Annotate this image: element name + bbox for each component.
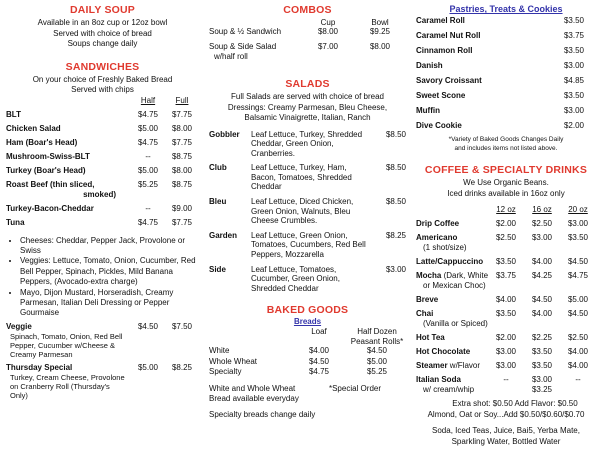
pastries-table <box>416 16 596 136</box>
combo-price-bowl: $9.25 <box>369 27 391 36</box>
col-header-16oz: 16 oz <box>532 205 552 214</box>
pastry-price: $3.00 <box>563 61 584 70</box>
breads-footnote-table <box>209 384 406 404</box>
drink-price-16 <box>524 375 560 399</box>
spacer-cell <box>6 96 131 110</box>
bread-price-rolls: $4.50 <box>366 346 388 356</box>
table-row <box>209 27 406 42</box>
table-row <box>209 265 406 299</box>
sandwich-price-half: -- <box>145 151 151 161</box>
drink-name-sub: (Vanilla or Spiced) <box>423 319 488 328</box>
drink-name: Steamer <box>416 361 448 370</box>
sandwich-price-half: $5.00 <box>137 123 159 133</box>
bread-footnote-bottom: Specialty breads change daily <box>209 409 316 419</box>
drink-price-16: $2.50 <box>531 219 553 228</box>
col-header-cup: Cup <box>320 18 336 27</box>
drink-price-20: $3.00 <box>567 219 589 228</box>
sandwich-options-list <box>6 236 199 319</box>
table-row <box>6 124 199 138</box>
table-row <box>416 361 596 375</box>
section-baked-goods <box>209 304 406 420</box>
pastry-price: $4.85 <box>563 76 584 85</box>
section-pastries <box>416 4 596 153</box>
table-row <box>209 346 406 357</box>
sandwich-name: Turkey (Boar's Head) <box>6 165 86 175</box>
spacer-cell <box>416 205 488 219</box>
salad-price: $8.50 <box>385 129 406 139</box>
pastry-price: $3.00 <box>563 106 584 115</box>
spacer <box>416 153 596 164</box>
special-name: Thursday Special <box>6 363 73 373</box>
sandwich-name: Roast Beef (thin sliced, <box>6 179 95 189</box>
table-row <box>416 333 596 347</box>
drink-price-16-main: $3.00 <box>531 375 553 384</box>
table-row <box>416 233 596 257</box>
sandwich-price-half: $4.75 <box>137 217 159 227</box>
sandwich-price-half: $4.75 <box>137 137 159 147</box>
drink-price-16: $3.50 <box>531 347 553 356</box>
table-row <box>416 219 596 233</box>
drink-name: Italian Soda <box>416 375 461 384</box>
drink-name: Chai <box>416 309 434 318</box>
sandwiches-line-2: Served with chips <box>71 85 134 94</box>
daily-soup-heading: DAILY SOUP <box>69 4 136 16</box>
sandwich-price-half: $4.75 <box>137 109 159 119</box>
sandwich-name: BLT <box>6 109 21 119</box>
pastry-name: Sweet Scone <box>416 91 466 100</box>
drink-price-12: $3.75 <box>495 271 517 280</box>
list-item: • Cheeses: Cheddar, Pepper Jack, Provolone or Swiss <box>20 236 199 256</box>
drink-price-16: $4.50 <box>531 295 553 304</box>
drink-name-sub: w/ cream/whip <box>423 385 475 394</box>
bread-price-rolls: $5.00 <box>366 356 388 366</box>
sandwich-name: Tuna <box>6 217 25 227</box>
salad-desc: Leaf Lettuce, Turkey, Ham, Bacon, Tomatoes, Shredded Cheddar <box>251 163 352 192</box>
bread-price-rolls: $5.25 <box>366 367 388 377</box>
pastries-note-line2: and includes items not listed above. <box>454 144 558 152</box>
salad-price: $8.50 <box>385 163 406 173</box>
daily-soup-line-3: Soups change daily <box>67 39 138 48</box>
bread-name: White <box>209 346 230 356</box>
table-row <box>6 363 199 404</box>
col-header-bowl: Bowl <box>371 18 389 27</box>
salads-line-3: Balsamic Vinaigrette, Italian, Ranch <box>244 113 371 122</box>
salad-desc: Leaf Lettuce, Tomatoes, Cucumber, Green Onion, Shredded Cheddar <box>251 264 340 293</box>
table-row <box>209 42 406 67</box>
sandwich-price-full: $8.00 <box>171 123 193 133</box>
pastry-name: Caramel Roll <box>416 16 465 25</box>
table-row <box>209 163 406 197</box>
col-header-full: Full <box>175 95 189 105</box>
salads-heading: SALADS <box>285 78 330 90</box>
sandwich-price-half: $5.25 <box>137 179 159 189</box>
table-row <box>416 31 596 46</box>
drink-price-20: $5.00 <box>567 295 589 304</box>
table-row <box>6 180 199 204</box>
salad-price: $8.50 <box>385 197 406 207</box>
table-row <box>416 375 596 399</box>
special-price-half: $5.00 <box>137 363 159 373</box>
salad-price: $3.00 <box>385 264 406 274</box>
salad-price: $8.25 <box>385 230 406 240</box>
drink-name-light: (Dark, White <box>441 271 489 280</box>
pastries-note-line1: *Variety of Baked Goods Changes Daily <box>448 136 564 143</box>
drink-price-16: $3.00 <box>531 233 553 242</box>
combo-name: Soup & Side Salad <box>209 42 277 51</box>
drink-price-20: $4.00 <box>567 361 589 370</box>
sandwich-table-header <box>6 96 199 110</box>
pastry-name: Danish <box>416 61 443 70</box>
drinks-other-line2: Sparkling Water, Bottled Water <box>451 436 561 446</box>
sandwich-price-full: $8.75 <box>171 151 193 161</box>
breads-table-header <box>209 327 406 346</box>
sandwich-price-full: $8.00 <box>171 165 193 175</box>
pastry-price: $2.00 <box>563 121 584 130</box>
special-name: Veggie <box>6 322 32 332</box>
table-row <box>6 138 199 152</box>
sandwich-price-full: $9.00 <box>171 203 193 213</box>
sandwich-price-half: $5.00 <box>137 165 159 175</box>
table-row <box>209 231 406 265</box>
table-row <box>209 384 406 404</box>
drink-name: Hot Chocolate <box>416 347 471 356</box>
baked-goods-heading: BAKED GOODS <box>266 304 349 317</box>
section-combos <box>209 4 406 67</box>
col-header-half: Half <box>140 95 156 105</box>
table-row <box>209 197 406 231</box>
column-middle <box>205 4 410 451</box>
drink-price-20: $2.50 <box>567 333 589 342</box>
sandwich-name-cont: smoked) <box>83 189 116 199</box>
column-right <box>410 4 600 451</box>
salad-name: Club <box>209 163 227 173</box>
drink-price-12: $2.50 <box>495 233 517 242</box>
drink-price-16: $3.50 <box>531 361 553 370</box>
bread-footnote-left: White and Whole Wheat Bread available everyday <box>209 383 299 403</box>
drinks-other-line1: Soda, Iced Teas, Juice, Bai5, Yerba Mate, <box>432 426 580 435</box>
table-row <box>6 322 199 363</box>
drinks-line-1: We Use Organic Beans. <box>463 178 549 187</box>
special-desc: Turkey, Cream Cheese, Provolone on Cranberry Roll (Thursday's Only) <box>10 373 125 401</box>
column-left <box>0 4 205 451</box>
special-price-half: $4.50 <box>137 322 159 332</box>
sandwiches-heading: SANDWICHES <box>65 60 140 73</box>
drink-name-sub: (1 shot/size) <box>423 243 467 252</box>
col-header-rolls-line1: Half Dozen <box>357 327 397 337</box>
combos-heading: COMBOS <box>283 4 332 16</box>
table-row <box>416 61 596 76</box>
drink-price-12: -- <box>503 375 509 384</box>
drink-name: Hot Tea <box>416 333 445 342</box>
daily-soup-line-1: Available in an 8oz cup or 12oz bowl <box>37 18 168 27</box>
section-salads <box>209 78 406 298</box>
bread-name: Specialty <box>209 367 242 377</box>
special-desc: Spinach, Tomato, Onion, Red Bell Pepper, Cucumber w/Cheese & Creamy Parmesan <box>10 332 123 360</box>
drink-price-20: -- <box>575 375 581 384</box>
drinks-line-2: Iced drinks available in 16oz only <box>447 188 565 198</box>
table-row <box>416 295 596 309</box>
drink-price-20: $3.50 <box>567 233 589 242</box>
col-header-12oz: 12 oz <box>496 205 516 214</box>
sandwich-specials-table <box>6 322 199 404</box>
combo-name: Soup & ½ Sandwich <box>209 27 282 36</box>
section-sandwiches <box>6 61 199 405</box>
table-row <box>416 76 596 91</box>
col-header-rolls-line2: Peasant Rolls* <box>350 336 404 346</box>
pastry-price: $3.75 <box>563 31 584 40</box>
sandwich-name: Mushroom-Swiss-BLT <box>6 151 90 161</box>
table-row <box>416 347 596 361</box>
bread-footnote-right: *Special Order <box>328 383 382 393</box>
spacer <box>6 50 199 61</box>
drink-price-12: $3.00 <box>495 361 517 370</box>
spacer-cell <box>209 18 302 27</box>
table-row <box>209 357 406 368</box>
spacer-cell <box>209 327 290 346</box>
pastry-name: Muffin <box>416 106 440 115</box>
drink-price-16: $4.00 <box>531 309 553 318</box>
table-row <box>416 121 596 136</box>
pastry-price: $3.50 <box>563 46 584 55</box>
sandwich-name: Chicken Salad <box>6 123 61 133</box>
drink-price-12: $3.50 <box>495 257 517 266</box>
spacer <box>209 67 406 78</box>
pastry-name: Dive Cookie <box>416 121 462 130</box>
combos-table-header <box>209 18 406 27</box>
col-header-rolls <box>348 327 406 346</box>
drinks-extras-line1: Extra shot: $0.50 Add Flavor: $0.50 <box>452 399 578 408</box>
pastry-name: Cinnamon Roll <box>416 46 473 55</box>
drink-price-12: $4.00 <box>495 295 517 304</box>
table-row <box>416 271 596 295</box>
drink-price-12: $3.50 <box>495 309 517 318</box>
table-row <box>6 204 199 218</box>
sandwich-name: Ham (Boar's Head) <box>6 137 78 147</box>
pastry-price: $3.50 <box>563 16 584 25</box>
special-price-full: $8.25 <box>171 363 193 373</box>
drink-price-16-cream: $3.25 <box>531 385 553 394</box>
table-row <box>6 166 199 180</box>
combo-price-bowl: $8.00 <box>369 42 391 51</box>
drink-name: Drip Coffee <box>416 219 460 228</box>
bread-price-loaf: $4.00 <box>308 346 330 356</box>
drink-price-20: $4.75 <box>567 271 589 280</box>
drink-price-12: $3.00 <box>495 347 517 356</box>
sandwich-price-full: $7.75 <box>171 217 193 227</box>
breads-subheading[interactable]: Breads <box>293 317 322 327</box>
pastry-name: Caramel Nut Roll <box>416 31 481 40</box>
sandwich-price-half: -- <box>145 203 151 213</box>
table-row <box>416 46 596 61</box>
table-row <box>209 367 406 378</box>
drinks-extras-line2: Almond, Oat or Soy...Add $0.50/$0.60/$0.70 <box>427 409 585 419</box>
pastries-heading[interactable]: Pastries, Treats & Cookies <box>449 4 563 14</box>
sandwich-name: Turkey-Bacon-Cheddar <box>6 203 94 213</box>
table-row <box>6 152 199 166</box>
list-item: • Mayo, Dijon Mustard, Horseradish, Creamy Parmesan, Italian Deli Dressing or Pepper Gourmaise <box>20 288 199 319</box>
drink-price-20: $4.00 <box>567 347 589 356</box>
salad-name: Side <box>209 264 226 274</box>
drink-price-20: $4.50 <box>567 309 589 318</box>
sandwiches-line-1: On your choice of Freshly Baked Bread <box>32 74 173 84</box>
table-row <box>416 91 596 106</box>
salad-desc: Leaf Lettuce, Green Onion, Tomatoes, Cucumbers, Red Bell Peppers, Mozzarella <box>251 230 366 260</box>
drink-name-light: w/Flavor <box>447 361 481 370</box>
salad-desc: Leaf Lettuce, Diced Chicken, Green Onion, Walnuts, Bleu Cheese Crumbles. <box>251 197 354 226</box>
col-header-20oz: 20 oz <box>568 205 588 214</box>
salads-line-2: Dressings: Creamy Parmesan, Bleu Cheese, <box>227 102 388 112</box>
table-row <box>6 110 199 124</box>
table-row <box>209 130 406 164</box>
drink-price-16: $2.25 <box>531 333 553 342</box>
sandwich-price-full: $7.75 <box>171 137 193 147</box>
drink-name: Breve <box>416 295 439 304</box>
sandwich-price-full: $7.75 <box>171 109 193 119</box>
drink-price-12: $2.00 <box>495 333 517 342</box>
section-drinks <box>416 164 596 447</box>
drink-name-sub: or Mexican Choc) <box>423 281 486 290</box>
drinks-heading: COFFEE & SPECIALTY DRINKS <box>424 164 588 176</box>
combo-name-sub: w/half roll <box>214 52 248 61</box>
sandwich-price-full: $8.75 <box>171 179 193 189</box>
salads-table <box>209 130 406 299</box>
table-row <box>416 16 596 31</box>
bread-name: Whole Wheat <box>209 356 258 366</box>
table-row <box>6 218 199 232</box>
salads-line-1: Full Salads are served with choice of bread <box>231 92 384 101</box>
breads-table <box>209 327 406 378</box>
salad-name: Gobbler <box>209 129 240 139</box>
salad-desc: Leaf Lettuce, Turkey, Shredded Cheddar, Green Onion, Cranberries. <box>251 129 363 158</box>
daily-soup-line-2: Served with choice of bread <box>53 28 152 38</box>
combo-price-cup: $7.00 <box>317 42 339 51</box>
table-row <box>416 106 596 121</box>
pastry-price: $3.50 <box>563 91 584 100</box>
pastry-name: Savory Croissant <box>416 76 482 85</box>
table-row <box>416 257 596 271</box>
drinks-table <box>416 205 596 399</box>
combo-price-cup: $8.00 <box>317 27 339 36</box>
drink-price-12: $2.00 <box>495 219 517 228</box>
drink-price-20: $4.50 <box>567 257 589 266</box>
list-item: • Veggies: Lettuce, Tomato, Onion, Cucumber, Red Bell Pepper, Spinach, Pickles, Mild Banana Peppers, (Avocado-extra charge) <box>20 256 199 287</box>
section-daily-soup <box>6 4 199 50</box>
drink-name: Latte/Cappuccino <box>416 257 484 266</box>
combos-table <box>209 18 406 67</box>
salad-name: Garden <box>209 230 238 240</box>
drink-name: Mocha <box>416 271 442 280</box>
drink-price-16: $4.25 <box>531 271 553 280</box>
special-price-full: $7.50 <box>171 322 193 332</box>
sandwich-price-table <box>6 96 199 232</box>
drink-name: Americano <box>416 233 458 242</box>
bread-price-loaf: $4.75 <box>308 367 330 377</box>
bread-price-loaf: $4.50 <box>308 356 330 366</box>
drinks-table-header <box>416 205 596 219</box>
col-header-loaf: Loaf <box>311 327 327 337</box>
table-row <box>416 309 596 333</box>
drink-price-16: $4.00 <box>531 257 553 266</box>
salad-name: Bleu <box>209 197 227 207</box>
